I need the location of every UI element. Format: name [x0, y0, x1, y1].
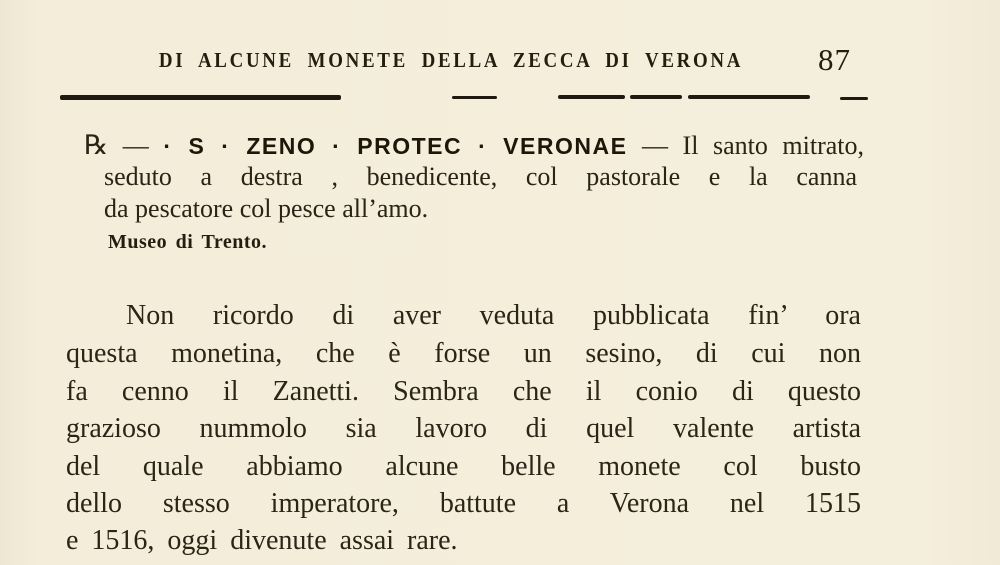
- reverse-marker-symbol: ℞: [84, 130, 109, 161]
- page-number: 87: [818, 42, 851, 77]
- paragraph-line: e 1516, oggi divenute assai rare.: [66, 525, 458, 556]
- header-rule-segment: [452, 96, 497, 99]
- paragraph-line: grazioso nummolo sia lavoro di quel valente artista: [66, 413, 861, 444]
- legend-description-start: — Il santo mitrato,: [641, 131, 865, 160]
- dash: —: [122, 131, 149, 160]
- paragraph-line: fa cenno il Zanetti. Sembra che il conio di questo: [66, 376, 861, 407]
- coin-entry-line-3: da pescatore col pesce all’amo.: [104, 194, 429, 223]
- museum-source: Museo di Trento.: [108, 231, 268, 253]
- header-rule-segment: [558, 95, 625, 99]
- paragraph-line: dello stesso imperatore, battute a Verona nel 1515: [66, 488, 861, 519]
- header-rule-segment: [60, 95, 341, 100]
- coin-legend: · S · ZENO · PROTEC · VERONAE: [163, 133, 628, 159]
- paragraph-line: questa monetina, che è forse un sesino, di cui non: [66, 338, 861, 369]
- running-head-title: DI ALCUNE MONETE DELLA ZECCA DI VERONA: [158, 48, 744, 72]
- paragraph-line: Non ricordo di aver veduta pubblicata fin’ ora: [126, 300, 861, 331]
- coin-entry-line-2: seduto a destra , benedicente, col pastorale e la canna: [104, 162, 857, 191]
- header-rule-segment: [840, 97, 868, 100]
- header-rule-segment: [688, 95, 810, 99]
- header-rule-segment: [630, 95, 682, 99]
- coin-entry-line-1: [84, 130, 864, 161]
- paragraph-line: del quale abbiamo alcune belle monete col busto: [66, 451, 861, 482]
